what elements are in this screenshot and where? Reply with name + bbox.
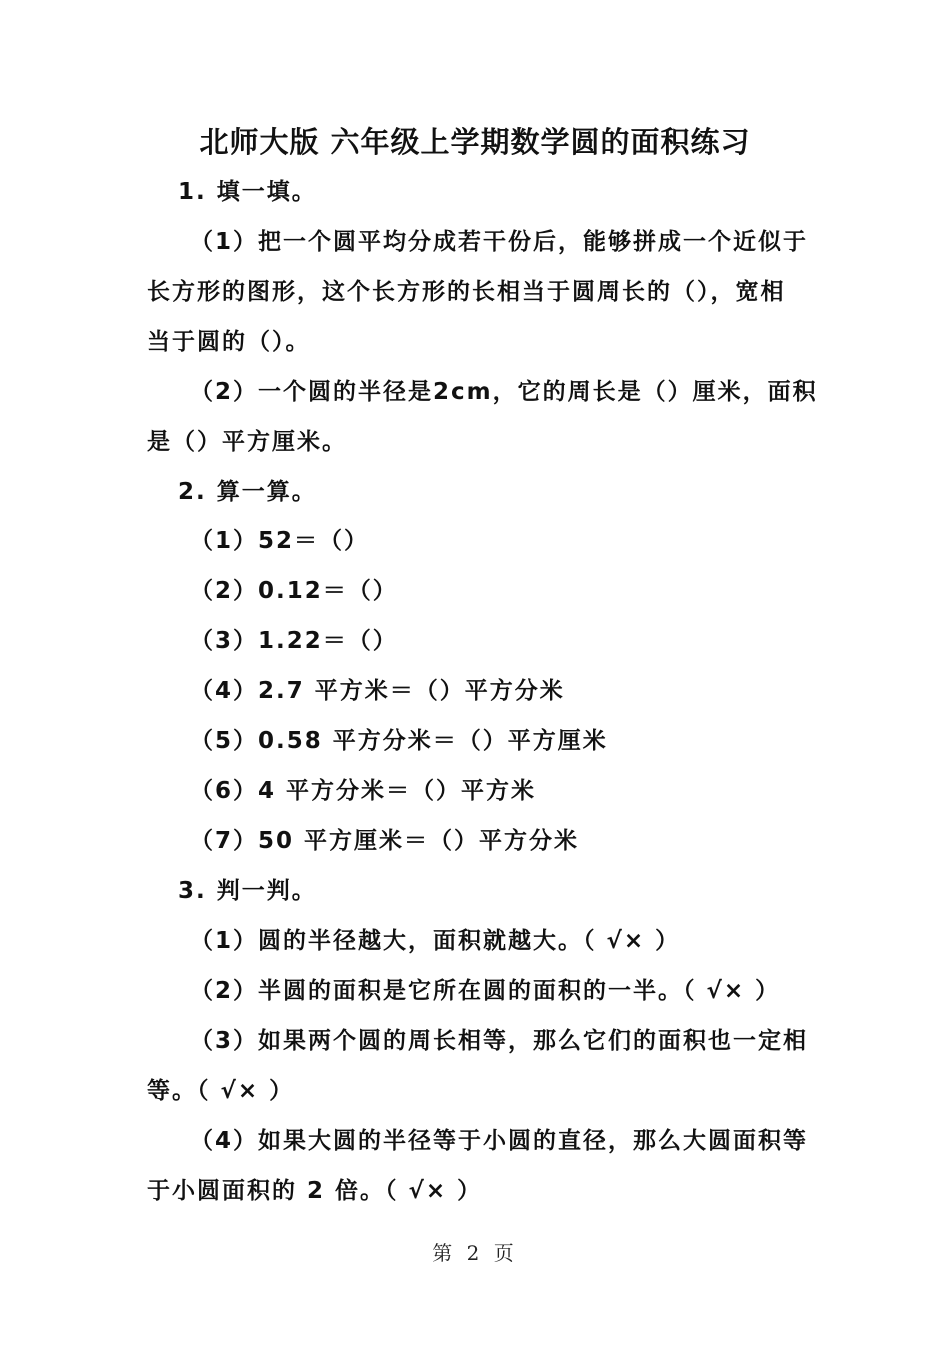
question-text: 当于圆的（）。 [147, 329, 311, 355]
question-text: （2）一个圆的半径是2cm，它的周长是（）厘米，面积 [190, 379, 818, 405]
page-number: 第 2 页 [432, 1241, 518, 1265]
question-text: （4）如果大圆的半径等于小圆的直径，那么大圆面积等 [190, 1128, 809, 1154]
document-title: 北师大版 六年级上学期数学圆的面积练习 [199, 125, 751, 159]
question-text: （1）圆的半径越大，面积就越大。（ √× ） [190, 928, 681, 954]
section-1-heading: 1. 填一填。 [178, 179, 317, 205]
question-text: （1）52＝（） [190, 528, 370, 554]
question-text: （5）0.58 平方分米＝（）平方厘米 [190, 728, 608, 754]
section-3-heading: 3. 判一判。 [178, 878, 317, 904]
section-2-heading: 2. 算一算。 [178, 479, 317, 505]
question-text: （6）4 平方分米＝（）平方米 [190, 778, 537, 804]
question-text: （4）2.7 平方米＝（）平方分米 [190, 678, 565, 704]
question-text: （3）如果两个圆的周长相等，那么它们的面积也一定相 [190, 1028, 809, 1054]
question-text: （7）50 平方厘米＝（）平方分米 [190, 828, 580, 854]
question-text: （3）1.22＝（） [190, 628, 398, 654]
question-text: 是（）平方厘米。 [147, 429, 347, 455]
question-text: （2）0.12＝（） [190, 578, 398, 604]
question-text: 等。（ √× ） [147, 1078, 295, 1104]
question-text: 长方形的图形，这个长方形的长相当于圆周长的（），宽相 [147, 279, 786, 305]
question-text: （2）半圆的面积是它所在圆的面积的一半。（ √× ） [190, 978, 781, 1004]
question-text: 于小圆面积的 2 倍。（ √× ） [147, 1178, 483, 1204]
question-text: （1）把一个圆平均分成若干份后，能够拼成一个近似于 [190, 229, 809, 255]
